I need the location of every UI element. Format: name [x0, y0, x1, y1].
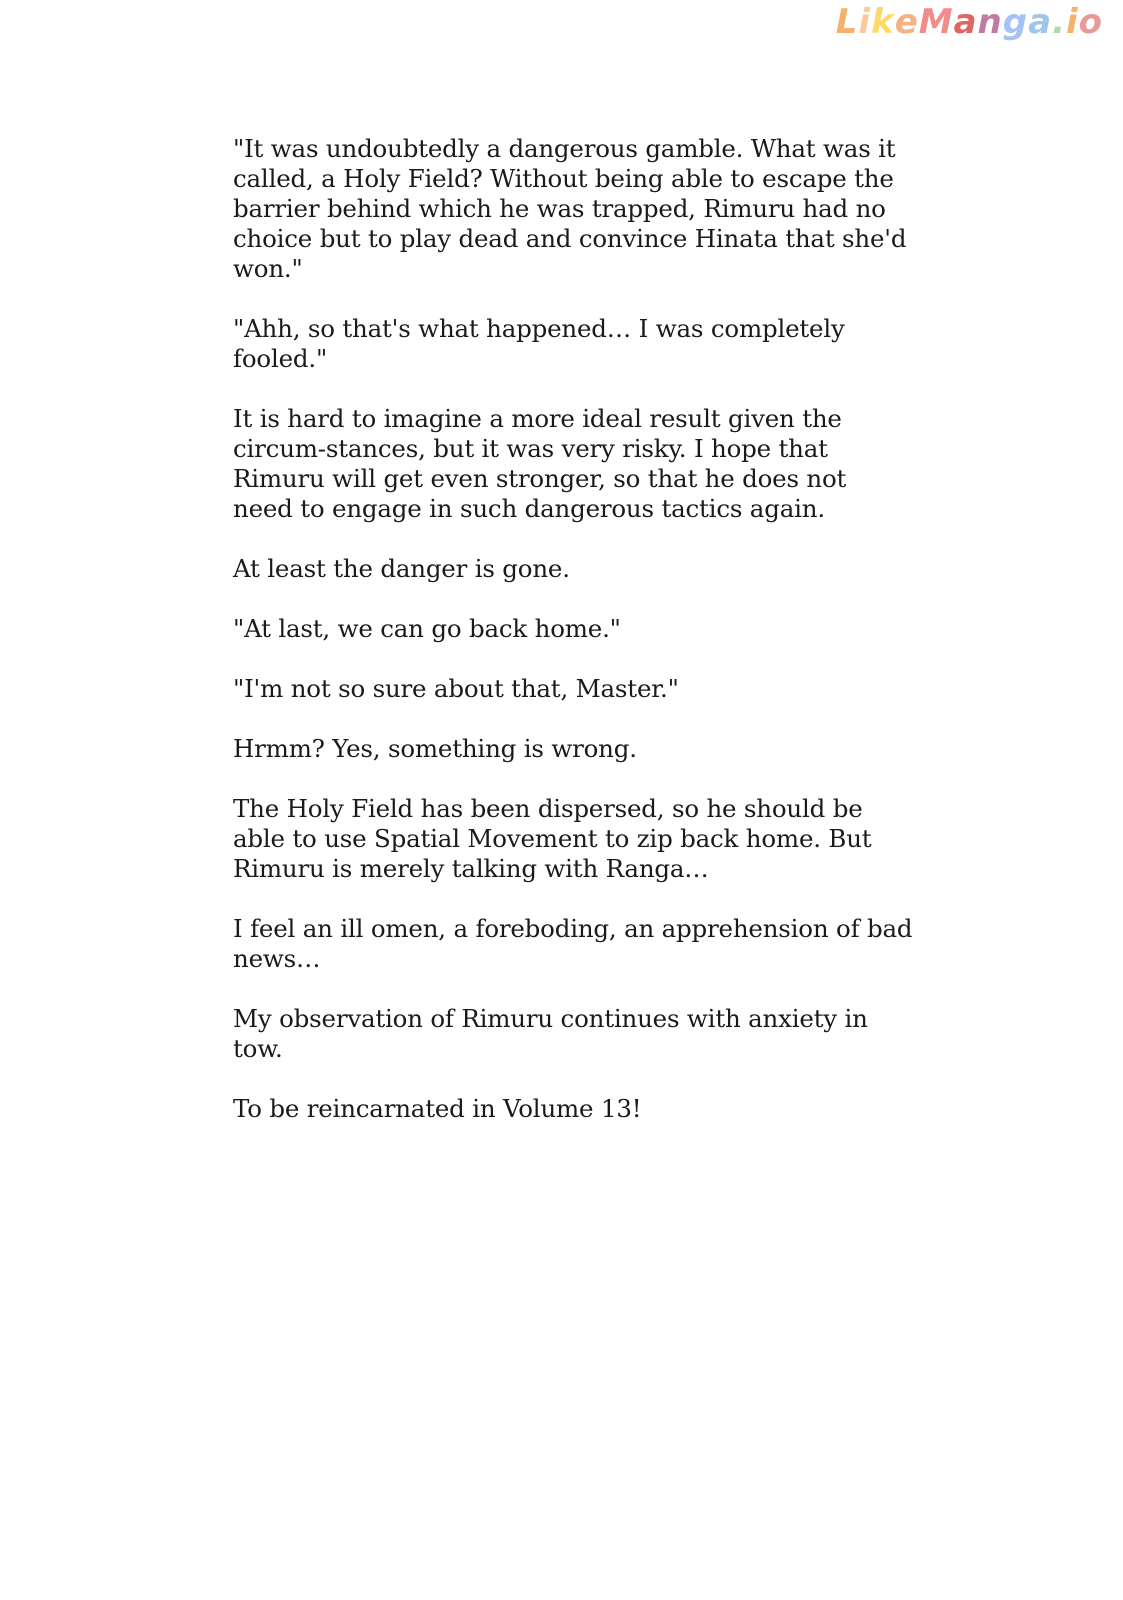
watermark-letter: . — [1052, 2, 1066, 42]
paragraph: The Holy Field has been dispersed, so he should be able to use Spatial Movement to zip back home. But Rimuru is merely talking with Ranga… — [233, 794, 872, 883]
paragraph: "At last, we can go back home." — [233, 614, 621, 643]
paragraph: At least the danger is gone. — [233, 554, 570, 583]
watermark-letter: a — [953, 2, 978, 42]
watermark-letter: L — [835, 2, 859, 42]
paragraph: "I'm not so sure about that, Master." — [233, 674, 679, 703]
paragraph: It is hard to imagine a more ideal result given the circum-stances, but it was very risky. I hope that Rimuru will get even stronger, so that he does not need to engage in such dangerous tactics again. — [233, 404, 847, 523]
watermark-letter: e — [894, 2, 919, 42]
watermark-letter: a — [1028, 2, 1053, 42]
paragraph: I feel an ill omen, a foreboding, an apprehension of bad news… — [233, 914, 913, 973]
paragraph: My observation of Rimuru continues with anxiety in tow. — [233, 1004, 868, 1063]
watermark-letter: k — [871, 2, 895, 42]
paragraph: To be reincarnated in Volume 13! — [233, 1094, 642, 1123]
watermark-letter: g — [1002, 2, 1029, 42]
paragraph: Hrmm? Yes, something is wrong. — [233, 734, 637, 763]
paragraph: "Ahh, so that's what happened… I was completely fooled." — [233, 314, 845, 373]
paragraph: "It was undoubtedly a dangerous gamble. What was it called, a Holy Field? Without being able to escape the barrier behind which he was trapped, Rimuru had no choice but to play dead and convince Hinata that she'd won." — [233, 134, 907, 283]
page-text-body — [233, 134, 913, 1154]
watermark-letter: n — [977, 2, 1003, 42]
watermark-letter: i — [858, 2, 872, 42]
watermark-letter: o — [1078, 2, 1103, 42]
site-watermark-logo — [836, 2, 1103, 42]
watermark-letter: M — [918, 2, 954, 42]
watermark-letter: i — [1065, 2, 1079, 42]
